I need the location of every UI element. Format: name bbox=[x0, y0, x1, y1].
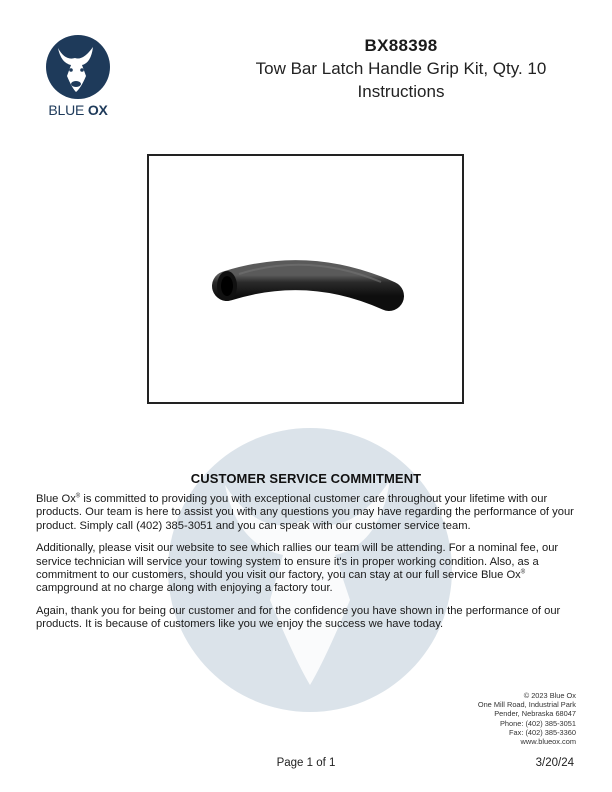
address-line-1: One Mill Road, Industrial Park bbox=[477, 700, 576, 710]
document-header bbox=[0, 36, 612, 102]
phone: Phone: (402) 385-3051 bbox=[499, 718, 576, 728]
website-link[interactable]: www.blueox.com bbox=[520, 737, 576, 747]
page-number: Page 1 of 1 bbox=[276, 757, 336, 769]
handle-grip-image bbox=[149, 156, 462, 402]
contact-block bbox=[478, 691, 576, 746]
section-title: CUSTOMER SERVICE COMMITMENT bbox=[190, 471, 422, 486]
body-text bbox=[36, 493, 578, 641]
logo-text-light: BLUE bbox=[48, 102, 88, 118]
document-type: Instructions bbox=[357, 82, 445, 101]
logo-text-bold: OX bbox=[87, 102, 108, 118]
fax: Fax: (402) 385-3360 bbox=[509, 727, 576, 737]
product-name: Tow Bar Latch Handle Grip Kit, Qty. 10 bbox=[255, 59, 547, 78]
document-date: 3/20/24 bbox=[535, 757, 574, 769]
paragraph-2: Additionally, please visit our website to see which rallies our team will be attending. For a nominal fee, our service technician will service your towing system to ensure it's in proper working condition. Also, as a commitment to our customers, should you visit our factory, you can stay at our full service Blue Ox® campground at no charge along with enjoying a factory tour. bbox=[36, 542, 559, 595]
paragraph-3: Again, thank you for being our customer and for the confidence you have shown in the performance of our products. It is because of customers like you we enjoy the success we have today. bbox=[36, 604, 561, 631]
address-line-2: Pender, Nebraska 68047 bbox=[494, 709, 576, 719]
product-photo-frame bbox=[147, 154, 464, 404]
copyright: © 2023 Blue Ox bbox=[523, 691, 576, 700]
paragraph-1: Blue Ox® is committed to providing you with exceptional customer care throughout your lifetime with our products. Our team is here to assist you with any questions you may have regarding the performance of your product. Simply call (402) 385-3051 and you can speak with our customer service team. bbox=[36, 493, 574, 532]
logo-wordmark bbox=[38, 102, 118, 118]
part-number: BX88398 bbox=[364, 36, 438, 55]
